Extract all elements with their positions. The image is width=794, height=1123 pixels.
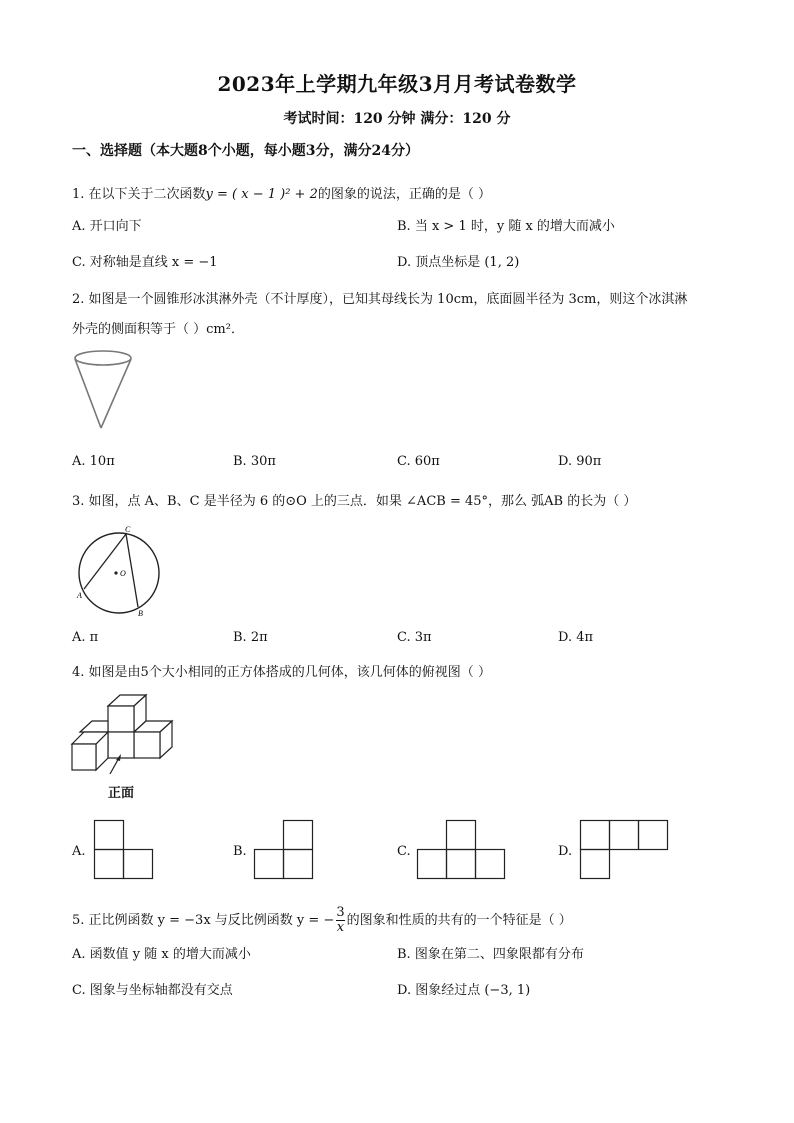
cone-left-side: [75, 359, 101, 428]
q5-option-b[interactable]: B. 图象在第二、四象限都有分布: [397, 947, 584, 962]
q5-option-c[interactable]: C. 图象与坐标轴都没有交点: [72, 983, 233, 998]
q2-stem-line2: 外壳的侧面积等于（ ）cm²．: [72, 322, 244, 337]
q3-option-b[interactable]: B. 2π: [233, 630, 268, 645]
q4-option-c-view[interactable]: [417, 820, 507, 880]
q3-option-c[interactable]: C. 3π: [397, 630, 432, 645]
q1-option-b[interactable]: B. 当 x > 1 时，y 随 x 的增大而减小: [397, 219, 615, 234]
front-view-label: 正面: [108, 786, 135, 801]
center-dot: [114, 571, 117, 574]
q1-option-a[interactable]: A. 开口向下: [72, 219, 142, 234]
q3-option-a[interactable]: A. π: [72, 630, 99, 645]
q4-option-d-label[interactable]: D.: [558, 844, 573, 859]
q5-stem-before: 5. 正比例函数 y = −3x 与反比例函数 y = −: [72, 913, 335, 928]
q2-stem-line1: 2. 如图是一个圆锥形冰淇淋外壳（不计厚度），已知其母线长为 10cm，底面圆半径为 3cm，则这个冰淇淋: [72, 292, 688, 307]
q2-option-a[interactable]: A. 10π: [72, 454, 115, 469]
q3-option-d[interactable]: D. 4π: [558, 630, 594, 645]
chord-ca: [84, 534, 126, 589]
cone-rim: [75, 351, 131, 365]
q5-frac-num: 3: [336, 905, 345, 920]
circle-figure: [76, 526, 166, 616]
q4-stem: 4. 如图是由5个大小相同的正方体搭成的几何体，该几何体的俯视图（ ）: [72, 665, 491, 680]
q1-stem-before: 1. 在以下关于二次函数: [72, 187, 206, 202]
label-a: A: [77, 591, 82, 600]
q5-stem: [72, 906, 572, 935]
q1-option-c[interactable]: C. 对称轴是直线 x = −1: [72, 255, 218, 270]
cube-solid-figure: [72, 694, 182, 776]
q2-option-b[interactable]: B. 30π: [233, 454, 276, 469]
label-o: O: [120, 569, 126, 578]
label-b: B: [138, 609, 143, 618]
cone-right-side: [101, 359, 131, 428]
q5-fraction: [336, 906, 344, 935]
q4-option-c-label[interactable]: C.: [397, 844, 411, 859]
q2-option-c[interactable]: C. 60π: [397, 454, 440, 469]
q5-option-a[interactable]: A. 函数值 y 随 x 的增大而减小: [72, 947, 251, 962]
q5-frac-den: x: [336, 920, 345, 935]
q3-stem: 3. 如图，点 A、B、C 是半径为 6 的⊙O 上的三点．如果 ∠ACB = 45°，那么 弧AB 的长为（ ）: [72, 494, 637, 509]
q1-option-d[interactable]: D. 顶点坐标是 (1, 2): [397, 255, 520, 270]
chord-cb: [126, 534, 138, 607]
exam-info: 考试时间：120 分钟 满分：120 分: [283, 111, 511, 127]
q1-stem: [72, 183, 491, 202]
cone-figure: [70, 348, 140, 432]
q1-stem-after: 的图象的说法，正确的是（ ）: [317, 187, 491, 202]
q5-stem-after: 的图象和性质的共有的一个特征是（ ）: [346, 913, 572, 928]
q4-option-a-view[interactable]: [94, 820, 154, 880]
q4-option-b-label[interactable]: B.: [233, 844, 247, 859]
q4-option-b-view[interactable]: [254, 820, 314, 880]
circle-o: [79, 533, 159, 613]
section-heading: 一、选择题（本大题8个小题，每小题3分，满分24分）: [72, 143, 419, 159]
q4-option-a-label[interactable]: A.: [72, 844, 86, 859]
q4-option-d-view[interactable]: [580, 820, 670, 880]
page-title: 2023年上学期九年级3月月考试卷数学: [217, 72, 577, 96]
q1-formula: y = ( x − 1 )² + 2: [205, 187, 318, 202]
q5-option-d[interactable]: D. 图象经过点 (−3, 1): [397, 983, 531, 998]
label-c: C: [125, 525, 131, 534]
q2-option-d[interactable]: D. 90π: [558, 454, 602, 469]
